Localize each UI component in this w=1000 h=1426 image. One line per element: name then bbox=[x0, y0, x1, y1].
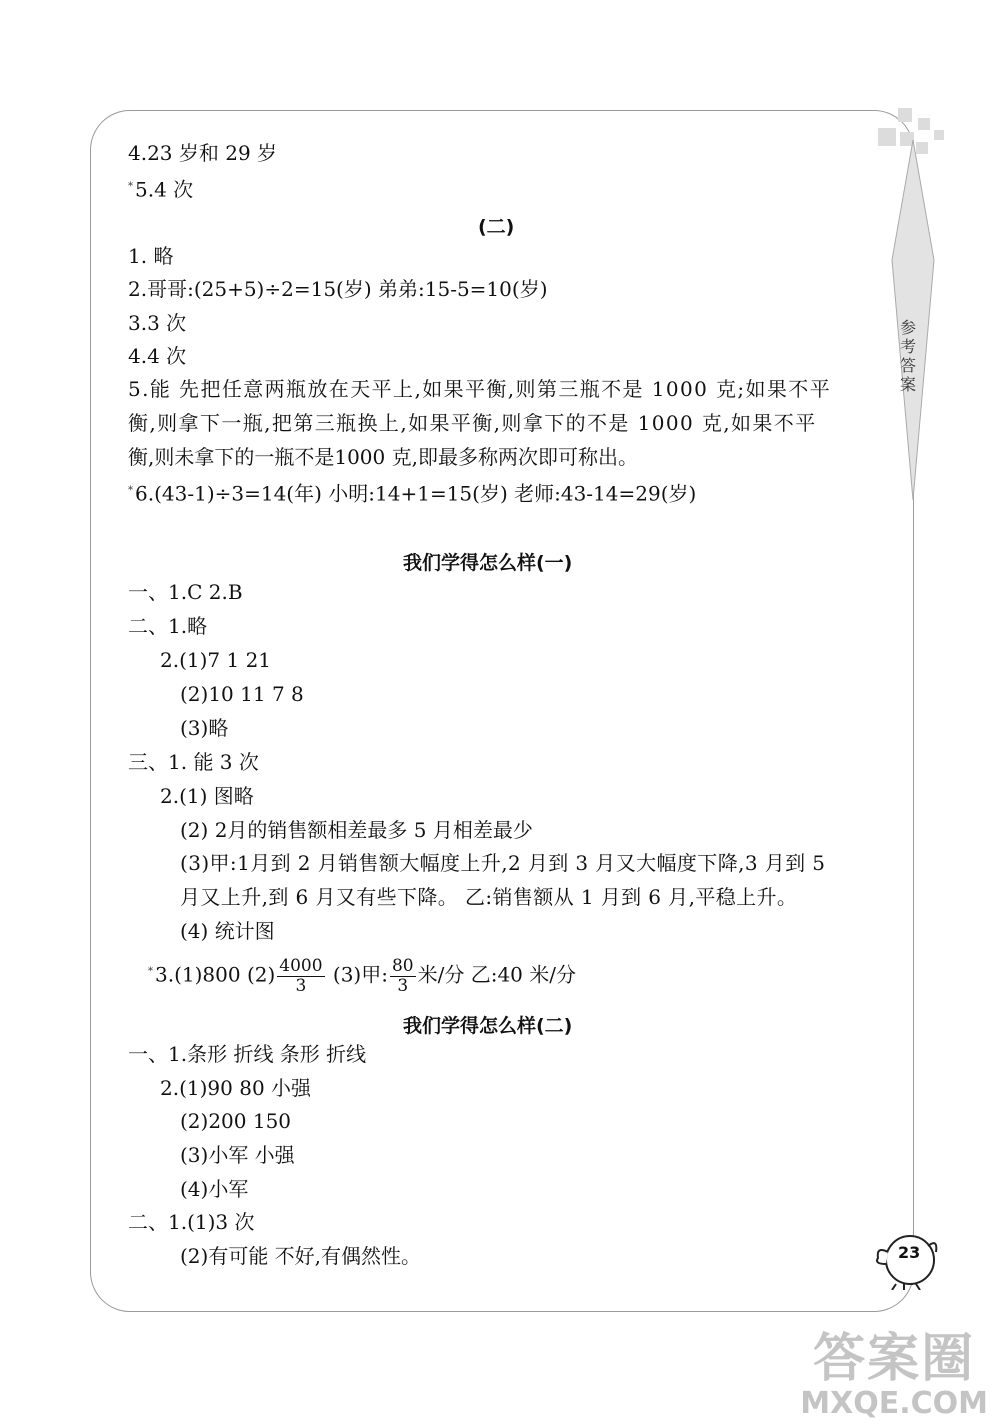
answer-line: (2)有可能 不好,有偶然性。 bbox=[180, 1244, 422, 1268]
answer-line: (3)小军 小强 bbox=[180, 1143, 295, 1167]
star-mark: * bbox=[128, 181, 133, 192]
star-mark: * bbox=[128, 485, 133, 496]
section-title-quiz-2: 我们学得怎么样(二) bbox=[403, 1015, 573, 1037]
answer-line: 4.4 次 bbox=[128, 344, 187, 368]
fraction: $\frac{4000}{3}$ bbox=[279, 955, 323, 996]
watermark-logo: 答案圈 MXQE.COM bbox=[800, 1329, 988, 1421]
answer-line: (2)10 11 7 8 bbox=[180, 682, 304, 706]
answer-line: (2)200 150 bbox=[180, 1109, 292, 1133]
fraction: $\frac{80}{3}$ bbox=[391, 955, 414, 996]
answer-line-fractions: * 3.(1)800 (2) $\frac{4000}{3}$ (3)甲: $\frac{80}{3}$ 米/分 乙:40 米/分 bbox=[148, 955, 577, 996]
answer-line: 衡,则未拿下的一瓶不是1000 克,即最多称两次即可称出。 bbox=[128, 445, 638, 469]
side-label-answers: 参考答案 bbox=[899, 318, 916, 394]
answer-line: 5.能 先把任意两瓶放在天平上,如果平衡,则第三瓶不是 1000 克;如果不平 bbox=[128, 377, 832, 401]
answer-line: 2.(1)7 1 21 bbox=[160, 648, 272, 672]
answer-line: 三、1. 能 3 次 bbox=[128, 750, 259, 774]
answer-line: * 6.(43-1)÷3=14(年) 小明:14+1=15(岁) 老师:43-14=29(岁) bbox=[128, 481, 697, 506]
answer-line: (4)小军 bbox=[180, 1177, 249, 1201]
answer-line: 衡,则拿下一瓶,把第三瓶换上,如果平衡,则拿下的不是 1000 克,如果不平 bbox=[128, 411, 817, 435]
answer-line-4: 4.23 岁和 29 岁 bbox=[128, 141, 278, 165]
answer-line: 2.哥哥:(25+5)÷2=15(岁) 弟弟:15-5=10(岁) bbox=[128, 277, 548, 301]
answer-line: 一、1.条形 折线 条形 折线 bbox=[128, 1042, 367, 1066]
answer-line: 一、1.C 2.B bbox=[128, 580, 243, 604]
section-title-two: (二) bbox=[478, 216, 515, 238]
page-number: 23 bbox=[898, 1243, 921, 1262]
answer-line: 二、1.(1)3 次 bbox=[128, 1210, 255, 1234]
answer-line: 二、1.略 bbox=[128, 614, 208, 638]
answer-line: 2.(1) 图略 bbox=[160, 784, 254, 808]
answer-line: 2.(1)90 80 小强 bbox=[160, 1076, 312, 1100]
answer-line: 1. 略 bbox=[128, 244, 174, 268]
answer-line: 月又上升,到 6 月又有些下降。 乙:销售额从 1 月到 6 月,平稳上升。 bbox=[180, 885, 798, 909]
answer-line: (4) 统计图 bbox=[180, 919, 275, 943]
section-title-quiz-1: 我们学得怎么样(一) bbox=[403, 552, 573, 574]
answer-line-5: * 5.4 次 bbox=[128, 177, 194, 202]
answer-line: (3)甲:1月到 2 月销售额大幅度上升,2 月到 3 月又大幅度下降,3 月到 5 bbox=[180, 851, 826, 875]
star-mark: * bbox=[148, 966, 153, 977]
answer-line: (2) 2月的销售额相差最多 5 月相差最少 bbox=[180, 818, 533, 842]
answer-line: 3.3 次 bbox=[128, 311, 187, 335]
answer-line: (3)略 bbox=[180, 716, 229, 740]
